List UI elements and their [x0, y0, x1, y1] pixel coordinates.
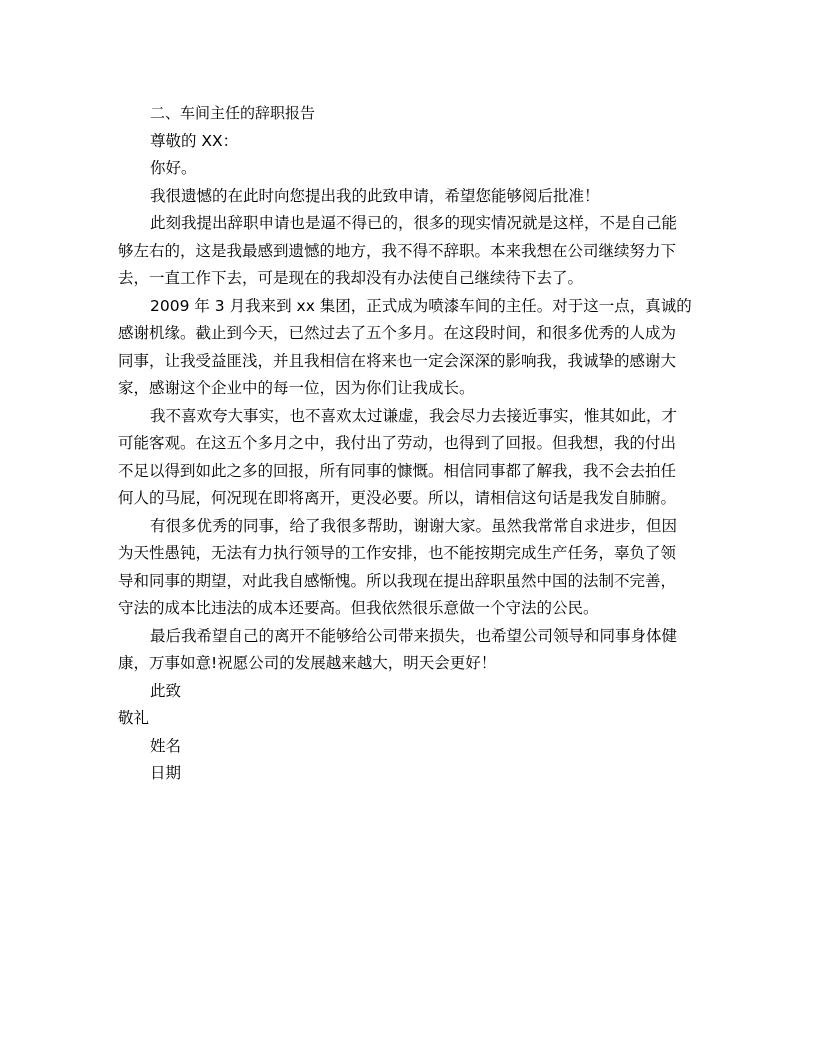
paragraph-line: 最后我希望自己的离开不能够给公司带来损失，也希望公司领导和同事身体健	[150, 626, 678, 645]
paragraph-line: 康，万事如意!祝愿公司的发展越来越大，明天会更好！	[118, 654, 497, 672]
paragraph-4	[118, 403, 698, 513]
document-body	[118, 100, 698, 788]
paragraph-line: 此刻我提出辞职申请也是逼不得已的，很多的现实情况就是这样，不是自己能	[150, 214, 678, 232]
document-heading: 二、车间主任的辞职报告	[150, 104, 316, 122]
signature-name: 姓名	[150, 736, 182, 755]
salutation: 尊敬的 XX：	[150, 131, 239, 150]
paragraph-line: 为天性愚钝，无法有力执行领导的工作安排，也不能按期完成生产任务，辜负了领	[118, 544, 677, 562]
closing-ci-zhi: 此致	[150, 681, 182, 700]
paragraph-line: 我不喜欢夸大事实，也不喜欢太过谦虚，我会尽力去接近事实，惟其如此，才	[150, 406, 678, 425]
paragraph-5	[118, 513, 698, 623]
paragraph-line: 可能客观。在这五个多月之中，我付出了劳动，也得到了回报。但我想，我的付出	[118, 434, 677, 452]
paragraph-line: 2009 年 3 月我来到 xx 集团，正式成为喷漆车间的主任。对于这一点，真诚的	[150, 296, 692, 315]
paragraph-line: 够左右的，这是我最感到遗憾的地方，我不得不辞职。本来我想在公司继续努力下	[118, 241, 677, 260]
paragraph-line: 不足以得到如此之多的回报，所有同事的慷慨。相信同事都了解我，我不会去拍任	[118, 461, 677, 480]
paragraph-line: 守法的成本比违法的成本还要高。但我依然很乐意做一个守法的公民。	[118, 599, 599, 617]
paragraph-line: 家，感谢这个企业中的每一位，因为你们让我成长。	[118, 379, 475, 397]
paragraph-3	[118, 293, 698, 403]
paragraph-line: 同事，让我受益匪浅，并且我相信在将来也一定会深深的影响我，我诚挚的感谢大	[118, 351, 677, 370]
paragraph-1	[118, 183, 698, 211]
paragraph-line: 我很遗憾的在此时向您提出我的此致申请，希望您能够阅后批准！	[150, 186, 600, 205]
paragraph-line: 感谢机缘。截止到今天，已然过去了五个多月。在这段时间，和很多优秀的人成为	[118, 324, 677, 342]
paragraph-line: 何人的马屁，何况现在即将离开，更没必要。所以，请相信这句话是我发自肺腑。	[118, 489, 677, 507]
signature-date: 日期	[150, 764, 182, 782]
paragraph-line: 有很多优秀的同事，给了我很多帮助，谢谢大家。虽然我常常自求进步，但因	[150, 516, 678, 535]
paragraph-line: 去，一直工作下去，可是现在的我却没有办法使自己继续待下去了。	[118, 269, 584, 287]
paragraph-2	[118, 210, 698, 293]
paragraph-line: 导和同事的期望，对此我自感惭愧。所以我现在提出辞职虽然中国的法制不完善，	[118, 571, 677, 590]
closing-jing-li: 敬礼	[118, 709, 150, 727]
paragraph-6	[118, 623, 698, 678]
greeting: 你好。	[150, 159, 197, 177]
